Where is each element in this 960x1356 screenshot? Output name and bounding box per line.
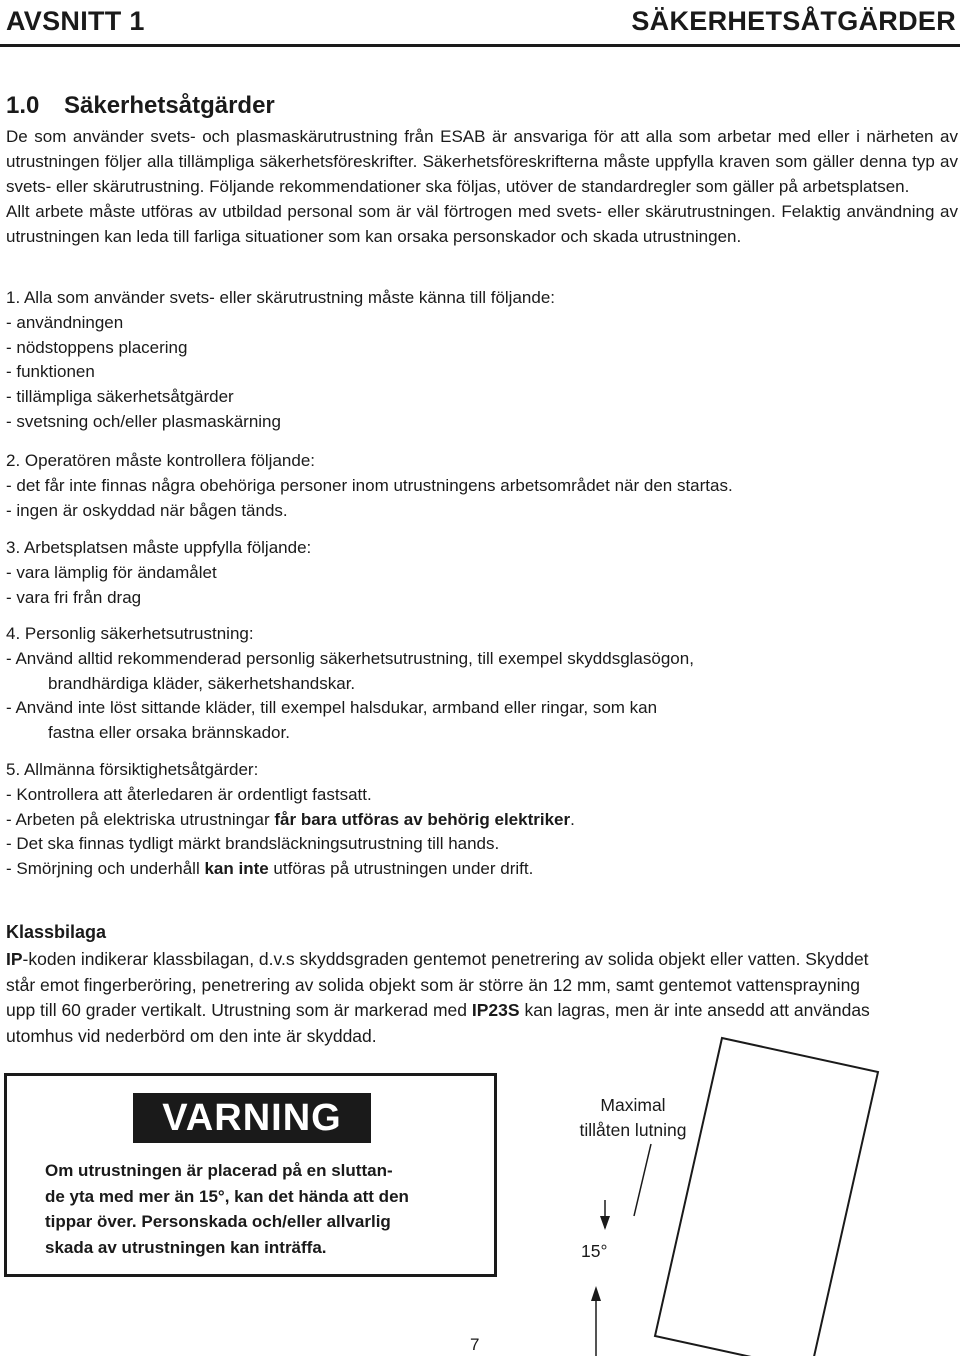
list-item: - vara lämplig för ändamålet (6, 562, 217, 582)
warning-box (4, 1073, 497, 1277)
list-item: - vara fri från drag (6, 587, 142, 607)
list-4 (6, 622, 946, 746)
list-item-text: . (570, 809, 575, 829)
klass-line: utomhus vid nederbörd om den inte är skyddad. (6, 1025, 377, 1046)
list-2-heading: 2. Operatören måste kontrollera följande: (6, 451, 316, 470)
list-5-heading: 5. Allmänna försiktighetsåtgärder: (6, 760, 259, 779)
page-number: 7 (470, 1335, 480, 1354)
pointer-line (634, 1144, 651, 1216)
intro-paragraph-2: Allt arbete måste utföras av utbildad personal som är väl förtrogen med svets- eller skärutrustningen. Felaktig användning av utrustningen kan leda till farliga situationer som kan orsaka personskador och skada utrustningen. (6, 202, 958, 246)
list-item: - Använd alltid rekommenderad personlig säkerhetsutrustning, till exempel skyddsglasögon, (6, 648, 694, 668)
warning-line: skada av utrustningen kan inträffa. (45, 1237, 327, 1257)
header-rule (0, 44, 960, 47)
list-1-heading: 1. Alla som använder svets- eller skärutrustning måste känna till följande: (6, 288, 555, 307)
intro-paragraph-1: De som använder svets- och plasmaskärutrustning från ESAB är ansvariga för att alla som arbetar med eller i närheten av utrustningen följer alla tillämpliga säkerhetsföreskrifter. Säkerhetsföreskrifterna måste uppfylla kraven som gäller denna typ av svets- eller skärutrustning. Följande rekommendationer ska följas, utöver de standardregler som gäller på arbetsplatsen. (6, 127, 958, 196)
list-3-heading: 3. Arbetsplatsen måste uppfylla följande: (6, 538, 312, 557)
klass-line-text: -koden indikerar klassbilagan, d.v.s skyddsgraden gentemot penetrering av solida objekt eller vatten. Skyddet (22, 949, 869, 969)
list-item-emphasis: får bara utföras av behörig elektriker (274, 809, 571, 829)
list-item: - tillämpliga säkerhetsåtgärder (6, 387, 234, 407)
list-item-continuation: fastna eller orsaka brännskador. (48, 723, 290, 743)
klass-line (6, 947, 958, 973)
tilt-label (566, 1093, 700, 1143)
warning-text (45, 1158, 485, 1260)
klass-heading: Klassbilaga (6, 922, 107, 942)
list-item-text: - Smörjning och underhåll (6, 859, 205, 879)
section-label: AVSNITT 1 (6, 6, 145, 36)
list-item: - Kontrollera att återledaren är ordentligt fastsatt. (6, 784, 372, 804)
tilt-angle: 15° (581, 1241, 608, 1261)
list-item: - ingen är oskyddad när bågen tänds. (6, 500, 288, 520)
list-5 (6, 758, 946, 882)
upper-arrow-head (600, 1216, 610, 1230)
list-2 (6, 449, 946, 523)
klass-line-text: upp till 60 grader vertikalt. Utrustning som är markerad med (6, 1000, 472, 1020)
lower-arrow-head (591, 1286, 601, 1301)
section-number: 1.0 (6, 92, 40, 119)
list-item-emphasis: kan inte (204, 859, 269, 879)
warning-line: de yta med mer än 15°, kan det hända att den (45, 1186, 409, 1206)
warning-label: VARNING (133, 1093, 371, 1143)
list-item-text: utföras på utrustningen under drift. (268, 859, 534, 879)
list-item (6, 808, 946, 833)
list-3 (6, 536, 946, 610)
tilt-label-line: tillåten lutning (579, 1120, 687, 1140)
klass-line: står emot fingerberöring, penetrering av solida objekt som är större än 12 mm, samt gentemot vattensprayning (6, 974, 861, 995)
section-heading (6, 92, 275, 120)
list-item: - det får inte finnas några obehöriga personer inom utrustningens arbetsområdet när den startas. (6, 475, 733, 495)
list-item: - Det ska finnas tydligt märkt brandsläckningsutrustning till hands. (6, 834, 500, 854)
list-item-text: - Arbeten på elektriska utrustningar (6, 809, 275, 829)
intro-text (6, 124, 958, 249)
header-title: SÄKERHETSÅTGÄRDER (631, 6, 956, 36)
list-item: - funktionen (6, 362, 95, 382)
list-item: - användningen (6, 312, 124, 332)
tilted-equipment-outline (655, 1038, 878, 1356)
list-1 (6, 286, 946, 435)
klass-line-text: kan lagras, men är inte ansedd att användas (519, 1000, 870, 1020)
ip-code: IP (6, 949, 23, 969)
list-item (6, 857, 946, 882)
tilt-label-line: Maximal (600, 1095, 666, 1115)
klass-line (6, 998, 958, 1024)
page-header (0, 0, 960, 48)
ip23s-code: IP23S (471, 1000, 520, 1020)
list-item-continuation: brandhärdiga kläder, säkerhetshandskar. (48, 673, 356, 693)
tilt-diagram (560, 1030, 960, 1356)
list-item: - svetsning och/eller plasmaskärning (6, 411, 281, 431)
warning-line: tippar över. Personskada och/eller allvarlig (45, 1212, 391, 1231)
list-item: - Använd inte löst sittande kläder, till exempel halsdukar, armband eller ringar, som kan (6, 698, 658, 718)
list-item: - nödstoppens placering (6, 337, 188, 357)
warning-line: Om utrustningen är placerad på en sluttan- (45, 1161, 393, 1180)
section-title-text: Säkerhetsåtgärder (64, 92, 275, 119)
list-4-heading: 4. Personlig säkerhetsutrustning: (6, 624, 254, 643)
